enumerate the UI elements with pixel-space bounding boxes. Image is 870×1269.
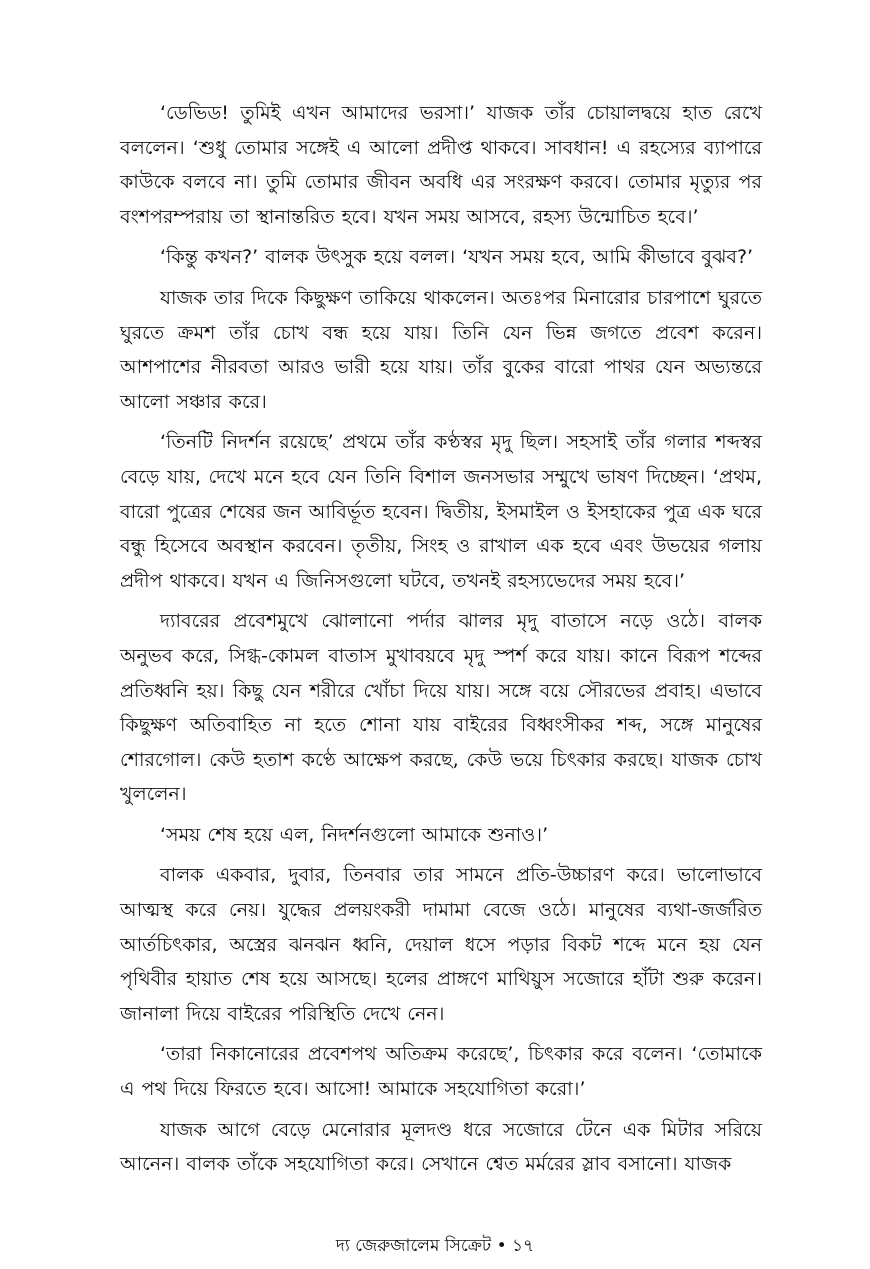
paragraph-1: ‘ডেভিড! তুমিই এখন আমাদের ভরসা।’ যাজক তাঁর চোয়ালদ্বয়ে হাত রেখে বললেন। ‘শুধু তোমার সঙ্গেই এ আলো প্রদীপ্ত থাকবে। সাবধান! এ রহস্যের ব্যাপারে কাউকে বলবে না। তুমি তোমার জীবন অবধি এর সংরক্ষণ করবে। তোমার মৃত্যুর পর বংশপরম্পরায় তা স্থানান্তরিত হবে। যখন সময় আসবে, রহস্য উন্মোচিত হবে।’ xyxy=(120,102,762,228)
paragraph-9: যাজক আগে বেড়ে মেনোরার মূলদণ্ড ধরে সজোরে টেনে এক মিটার সরিয়ে আনেন। বালক তাঁকে সহযোগিতা করে। সেখানে শ্বেত মর্মরের স্লাব বসানো। যাজক xyxy=(120,1118,762,1176)
paragraph-5: দ্যাবরের প্রবেশমুখে ঝোলানো পর্দার ঝালর মৃদু বাতাসে নড়ে ওঠে। বালক অনুভব করে, সিগ্ধ-কোমল বাতাস মুখাবয়বে মৃদু স্পর্শ করে যায়। কানে বিরূপ শব্দের প্রতিধ্বনি হয়। কিছু যেন শরীরে খোঁচা দিয়ে যায়। সঙ্গে বয়ে সৌরভের প্রবাহ। এভাবে কিছুক্ষণ অতিবাহিত না হতে শোনা যায় বাইরের বিধ্বংসীকর শব্দ, সঙ্গে মানুষের শোরগোল। কেউ হতাশ কণ্ঠে আক্ষেপ করছে, কেউ ভয়ে চিৎকার করছে। যাজক চোখ খুললেন। xyxy=(120,610,762,806)
paragraph-7: বালক একবার, দুবার, তিনবার তার সামনে প্রতি-উচ্চারণ করে। ভালোভাবে আত্মস্থ করে নেয়। যুদ্ধের প্রলয়ংকরী দামামা বেজে ওঠে। মানুষের ব্যথা-জর্জরিত আর্তচিৎকার, অস্ত্রের ঝনঝন ধ্বনি, দেয়াল ধসে পড়ার বিকট শব্দে মনে হয় যেন পৃথিবীর হায়াত শেষ হয়ে আসছে। হলের প্রাঙ্গণে মাথিয়ুস সজোরে হাঁটা শুরু করেন। জানালা দিয়ে বাইরের পরিস্থিতি দেখে নেন। xyxy=(120,864,762,1025)
page-footer: দ্য জেরুজালেম সিক্রেট • ১৭ xyxy=(335,1236,535,1256)
body-text xyxy=(120,96,762,1188)
paragraph-8: ‘তারা নিকানোরের প্রবেশপথ অতিক্রম করেছে’, চিৎকার করে বলেন। ‘তোমাকে এ পথ দিয়ে ফিরতে হবে। আসো! আমাকে সহযোগিতা করো।’ xyxy=(120,1043,762,1101)
paragraph-4: ‘তিনটি নিদর্শন রয়েছে’ প্রথমে তাঁর কণ্ঠস্বর মৃদু ছিল। সহসাই তাঁর গলার শব্দস্বর বেড়ে যায়, দেখে মনে হবে যেন তিনি বিশাল জনসভার সম্মুখে ভাষণ দিচ্ছেন। ‘প্রথম, বারো পুত্রের শেষের জন আবির্ভূত হবেন। দ্বিতীয়, ইসমাইল ও ইসহাকের পুত্র এক ঘরে বন্ধু হিসেবে অবস্থান করবেন। তৃতীয়, সিংহ ও রাখাল এক হবে এবং উভয়ের গলায় প্রদীপ থাকবে। যখন এ জিনিসগুলো ঘটবে, তখনই রহস্যভেদের সময় হবে।’ xyxy=(120,431,762,592)
paragraph-6: ‘সময় শেষ হয়ে এল, নিদর্শনগুলো আমাকে শুনাও।’ xyxy=(160,823,549,846)
paragraph-3: যাজক তার দিকে কিছুক্ষণ তাকিয়ে থাকলেন। অতঃপর মিনারোর চারপাশে ঘুরতে ঘুরতে ক্রমশ তাঁর চোখ বন্ধ হয়ে যায়। তিনি যেন ভিন্ন জগতে প্রবেশ করেন। আশপাশের নীরবতা আরও ভারী হয়ে যায়। তাঁর বুকের বারো পাথর যেন অভ্যন্তরে আলো সঞ্চার করে। xyxy=(120,286,762,413)
paragraph-2: ‘কিন্তু কখন?’ বালক উৎসুক হয়ে বলল। ‘যখন সময় হবে, আমি কীভাবে বুঝব?’ xyxy=(160,246,754,269)
